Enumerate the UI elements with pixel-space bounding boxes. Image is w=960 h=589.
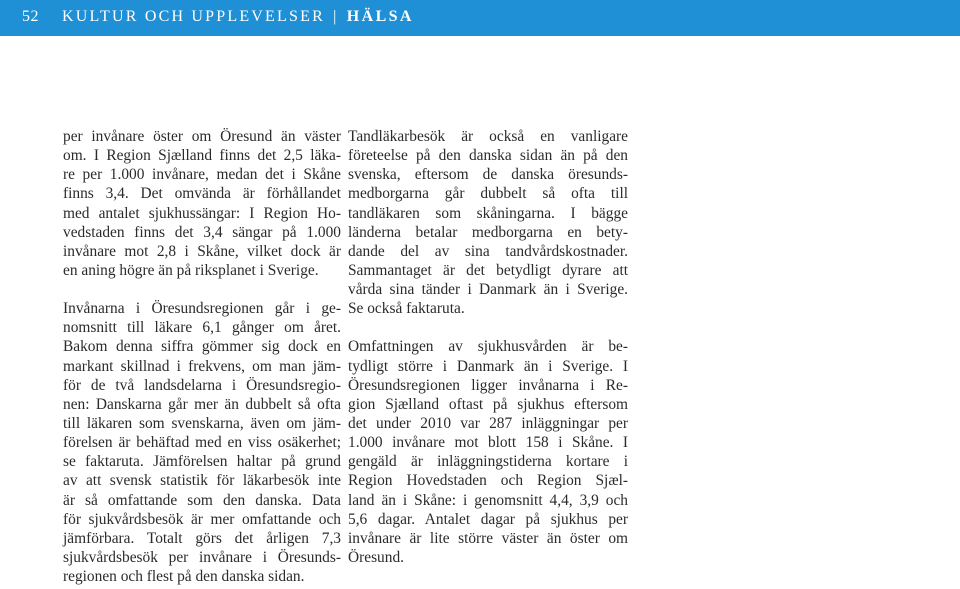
text-line: 5,6 dagar. Antalet dagar på sjukhus per <box>348 510 628 528</box>
page-header <box>0 0 960 36</box>
text-line: Se också faktaruta. <box>348 300 465 318</box>
text-line: Region Hovedstaden och Region Sjæl- <box>348 472 628 490</box>
text-line: regionen och flest på den danska sidan. <box>63 568 305 586</box>
section-name: KULTUR OCH UPPLEVELSER <box>62 8 325 25</box>
right-column <box>348 127 628 567</box>
text-line: dande del av sina tandvårdskostnader. <box>348 242 628 260</box>
text-line: förelsen är behäftad med en viss osäkerhet; <box>63 434 341 452</box>
text-line: re per 1.000 invånare, medan det i Skåne <box>63 166 341 184</box>
right-paragraph-2 <box>348 337 628 567</box>
text-line: till läkaren som svenskarna, även om jäm- <box>63 414 341 432</box>
text-line: svenska, eftersom de danska öresunds- <box>348 166 628 184</box>
right-paragraph-1 <box>348 127 628 318</box>
text-line: med antalet sjukhussängar: I Region Ho- <box>63 204 341 222</box>
text-line: se faktaruta. Jämförelsen haltar på grund <box>63 453 341 471</box>
text-line: för de två landsdelarna i Öresundsregio- <box>63 376 341 394</box>
text-line: nomsnitt till läkare 6,1 gånger om året. <box>63 319 341 337</box>
section-separator: | <box>333 8 339 25</box>
text-line: sjukvårdsbesök per invånare i Öresunds- <box>63 548 341 566</box>
text-line: land än i Skåne: i genomsnitt 4,4, 3,9 och <box>348 491 628 509</box>
text-line: medborgarna går dubbelt så ofta till <box>348 185 628 203</box>
text-line: för sjukvårdsbesök är mer omfattande och <box>63 510 341 528</box>
left-paragraph-2 <box>63 299 341 586</box>
text-line: Öresund. <box>348 548 404 566</box>
text-line: vedstaden finns det 3,4 sängar på 1.000 <box>63 223 341 241</box>
text-line: nen: Danskarna går mer än dubbelt så ofta <box>63 395 341 413</box>
paragraph-gap <box>348 318 628 337</box>
left-column <box>63 127 341 586</box>
text-line: en aning högre än på riksplanet i Sverige. <box>63 261 319 279</box>
text-line: per invånare öster om Öresund än väster <box>63 128 341 145</box>
text-line: Sammantaget är det betydligt dyrare att <box>348 261 628 279</box>
text-line: länderna betalar medborgarna en bety- <box>348 223 628 241</box>
text-line: Tandläkarbesök är också en vanligare <box>348 128 628 145</box>
text-line: jämförbara. Totalt görs det årligen 7,3 <box>63 529 341 547</box>
left-paragraph-1 <box>63 127 341 280</box>
text-line: tydligt större i Danmark än i Sverige. I <box>348 357 628 375</box>
text-line: Öresundsregionen ligger invånarna i Re- <box>348 376 628 394</box>
text-line: tandläkaren som skåningarna. I bägge <box>348 204 628 222</box>
paragraph-gap <box>63 280 341 299</box>
text-line: är så omfattande som den danska. Data <box>63 491 341 509</box>
text-line: om. I Region Sjælland finns det 2,5 läka- <box>63 147 341 165</box>
text-line: invånare mot 2,8 i Skåne, vilket dock är <box>63 242 341 260</box>
text-line: vårda sina tänder i Danmark än i Sverige. <box>348 281 628 299</box>
text-line: det under 2010 var 287 inläggningar per <box>348 414 628 432</box>
text-line: 1.000 invånare mot blott 158 i Skåne. I <box>348 434 628 452</box>
section-title <box>62 7 414 27</box>
text-line: markant skillnad i frekvens, om man jäm- <box>63 357 341 375</box>
text-line: invånare är lite större väster än öster om <box>348 529 628 547</box>
page-number: 52 <box>22 8 39 25</box>
text-line: Invånarna i Öresundsregionen går i ge- <box>63 300 341 318</box>
text-line: gengäld är inläggningstiderna kortare i <box>348 453 628 471</box>
text-line: företeelse på den danska sidan än på den <box>348 147 628 165</box>
section-topic: HÄLSA <box>346 8 414 25</box>
text-line: Omfattningen av sjukhusvården är be- <box>348 338 628 356</box>
text-line: Bakom denna siffra gömmer sig dock en <box>63 338 341 356</box>
text-line: finns 3,4. Det omvända är förhållandet <box>63 185 341 203</box>
text-line: gion Sjælland oftast på sjukhus eftersom <box>348 395 628 413</box>
text-line: av att svensk statistik för läkarbesök inte <box>63 472 341 490</box>
